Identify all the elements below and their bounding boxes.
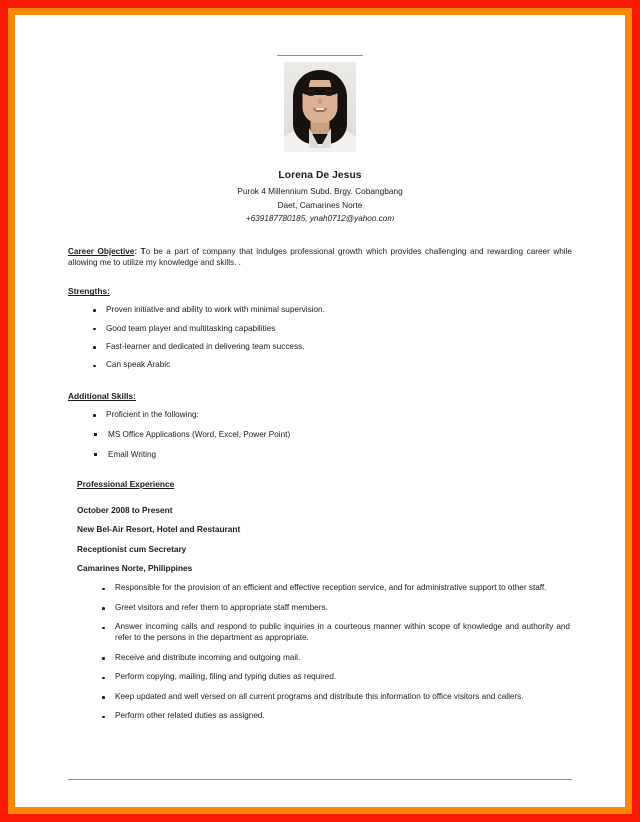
job-location: Camarines Norte, Philippines — [77, 563, 193, 574]
strengths-list — [68, 305, 572, 371]
footer-rule — [68, 779, 572, 781]
applicant-name: Lorena De Jesus — [278, 170, 362, 181]
career-objective-text: o be a part of company that indulges professional growth which provides challenging and rewarding career while allowing me to utilize my knowledge and skills. . — [68, 246, 572, 267]
job-duties-list — [77, 583, 572, 722]
contact-line: +639187780185, ynah0712@yahoo.com — [245, 213, 395, 223]
list-item: Email Writing — [68, 450, 572, 461]
list-item: MS Office Applications (Word, Excel, Power Point) — [68, 430, 572, 441]
list-item: Perform other related duties as assigned. — [77, 711, 572, 722]
photo-eyebrow-right — [326, 90, 333, 92]
photo-collar-left — [309, 128, 320, 148]
list-item: Good team player and multitasking capabilities — [68, 324, 572, 335]
career-objective-colon: : — [134, 246, 138, 256]
photo-teeth — [316, 108, 325, 110]
additional-skills-list — [68, 410, 572, 421]
career-objective-lead-char: T — [140, 246, 146, 256]
list-item: Fast-learner and dedicated in delivering team success. — [68, 342, 572, 353]
professional-experience-heading: Professional Experience — [77, 478, 175, 489]
photo-eyebrow-left — [307, 90, 314, 92]
career-objective-heading: Career Objective: T — [68, 246, 146, 256]
strengths-section — [68, 286, 572, 371]
scan-border-inner — [8, 8, 632, 814]
career-objective-section — [68, 247, 572, 269]
list-item: Proficient in the following: — [68, 410, 572, 421]
list-item: Answer incoming calls and respond to public inquiries in a courteous manner within scope of knowledge and authority and refer to the persons in the department as appropriate. — [77, 622, 572, 644]
list-item: Perform copying, mailing, filing and typing duties as required. — [77, 672, 572, 683]
photo-nose — [318, 99, 322, 104]
job-dates: October 2008 to Present — [77, 504, 173, 515]
additional-skills-section — [68, 391, 572, 460]
address-line-2: Daet, Camarines Norte — [277, 199, 363, 210]
list-item: Keep updated and well versed on all current programs and distribute this information to office visitors and callers. — [77, 692, 572, 703]
address-line-1: Purok 4 Millennium Subd. Brgy. Cobangbang — [237, 185, 403, 196]
list-item: Greet visitors and refer them to appropriate staff members. — [77, 603, 572, 614]
additional-skills-heading: Additional Skills: — [68, 391, 136, 402]
job-entry — [68, 505, 572, 723]
job-title: Receptionist cum Secretary — [77, 543, 187, 554]
resume-document — [15, 15, 625, 807]
list-item: Responsible for the provision of an efficient and effective reception service, and for administrative support to other staff. — [77, 583, 572, 594]
list-item: Receive and distribute incoming and outgoing mail. — [77, 653, 572, 664]
portrait-photo — [284, 62, 356, 152]
list-item: Proven initiative and ability to work with minimal supervision. — [68, 305, 572, 316]
resume-page — [15, 15, 625, 807]
strengths-heading: Strengths: — [68, 286, 110, 297]
additional-skills-sublist — [68, 430, 572, 461]
job-company: New Bel-Air Resort, Hotel and Restaurant — [77, 524, 241, 535]
header-top-rule — [277, 55, 363, 56]
list-item: Can speak Arabic — [68, 360, 572, 371]
photo-collar-right — [320, 128, 331, 148]
